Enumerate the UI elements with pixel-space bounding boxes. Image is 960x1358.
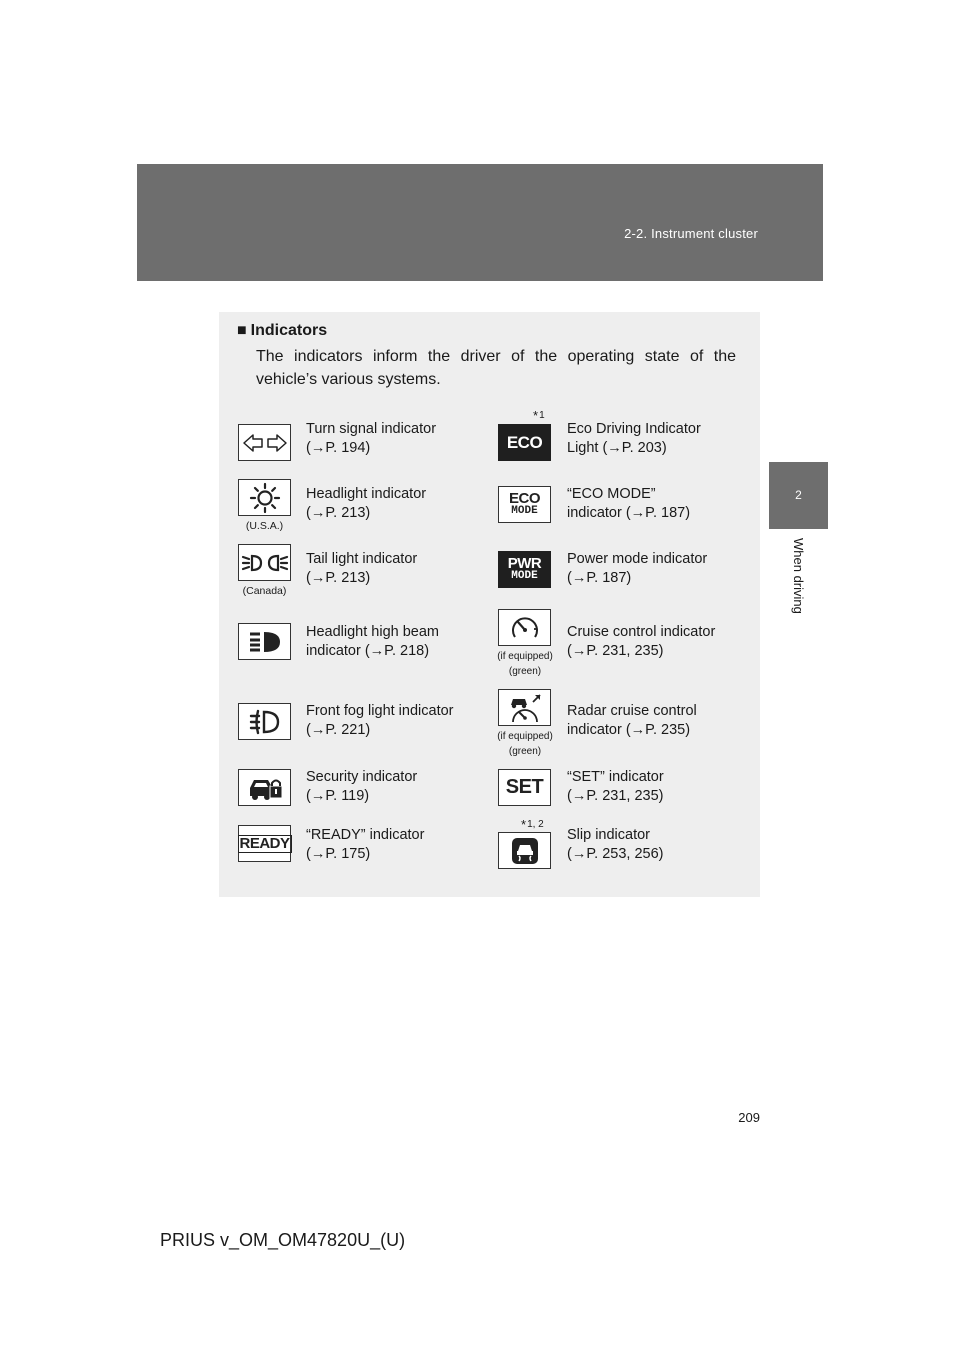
- headlight-text: Headlight indicator (→P. 213): [306, 486, 427, 521]
- eco-driving-text: Eco Driving Indicator Light (→P. 203): [567, 421, 701, 456]
- panel-heading: [237, 322, 327, 340]
- indicators-panel: [219, 312, 760, 897]
- cruise-control-text: Cruise control indicator (→P. 231, 235): [567, 624, 716, 659]
- ready-text-icon: [238, 825, 291, 862]
- canada-note: (Canada): [242, 585, 287, 597]
- radar-if-equipped-note: (if equipped) (green): [497, 731, 553, 757]
- eco-text-icon: [498, 424, 551, 461]
- ready-icon-label: READY: [239, 834, 290, 852]
- cruise-if-equipped-note: (if equipped) (green): [497, 651, 553, 677]
- turn-signal-arrows-icon: [238, 424, 291, 461]
- tail-light-icon: [238, 544, 291, 581]
- section-title: 2-2. Instrument cluster: [624, 226, 758, 241]
- security-car-lock-icon: [238, 769, 291, 806]
- slip-car-icon: [498, 832, 551, 869]
- eco-mode-icon-label1: ECO: [508, 489, 540, 507]
- headlight-sun-icon: [238, 479, 291, 516]
- slip-text: Slip indicator (→P. 253, 256): [567, 827, 664, 862]
- high-beam-text: Headlight high beam indicator (→P. 218): [306, 624, 440, 659]
- pwr-mode-text: Power mode indicator (→P. 187): [567, 551, 708, 586]
- pwr-mode-text-icon: [498, 551, 551, 588]
- set-icon-label: SET: [505, 776, 544, 798]
- ready-text: “READY” indicator (→P. 175): [306, 827, 425, 862]
- footnote-star-1-2: $*_{1, 2}$: [521, 817, 544, 832]
- set-text-icon: [498, 769, 551, 806]
- high-beam-icon: [238, 623, 291, 660]
- pwr-mode-icon-label1: PWR: [507, 554, 542, 572]
- document-id: PRIUS v_OM_OM47820U_(U): [160, 1230, 406, 1250]
- security-text: Security indicator (→P. 119): [306, 769, 418, 804]
- chapter-number: 2: [795, 488, 802, 502]
- cruise-control-speedometer-icon: [498, 609, 551, 646]
- radar-cruise-text: Radar cruise control indicator (→P. 235): [567, 703, 697, 738]
- eco-icon-label: ECO: [506, 432, 543, 452]
- page-number: 209: [738, 1110, 760, 1125]
- eco-mode-icon-label2: MODE: [511, 504, 538, 517]
- chapter-tab[interactable]: [769, 462, 828, 529]
- panel-intro: The indicators inform the driver of the operating state of the vehicle’s various systems.: [256, 348, 736, 388]
- eco-mode-text: “ECO MODE” indicator (→P. 187): [567, 486, 691, 521]
- panel-heading-text: Indicators: [250, 322, 328, 339]
- pwr-mode-icon-label2: MODE: [511, 569, 538, 582]
- header-band: [137, 164, 823, 281]
- set-text: “SET” indicator (→P. 231, 235): [567, 769, 664, 804]
- radar-cruise-icon: [498, 689, 551, 726]
- chapter-label: When driving: [791, 538, 806, 614]
- footnote-star-1: $*_1$: [533, 408, 545, 423]
- bullet-square: ■: [237, 322, 247, 339]
- tail-light-text: Tail light indicator (→P. 213): [306, 551, 418, 586]
- eco-mode-text-icon: [498, 486, 551, 523]
- usa-note: (U.S.A.): [245, 520, 284, 532]
- front-fog-text: Front fog light indicator (→P. 221): [306, 703, 454, 738]
- front-fog-light-icon: [238, 703, 291, 740]
- turn-signal-text: Turn signal indicator (→P. 194): [306, 421, 437, 456]
